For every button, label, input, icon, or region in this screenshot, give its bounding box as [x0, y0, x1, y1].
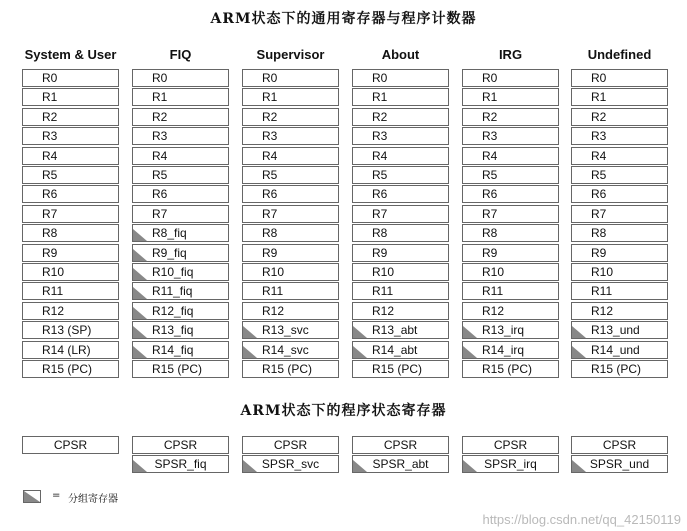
register-label: R10: [482, 265, 505, 279]
register-cell-supervisor: [242, 88, 339, 106]
register-cell-irg: [462, 108, 559, 126]
legend-banked-swatch: [23, 490, 41, 503]
register-cell-irg: [462, 224, 559, 242]
status-cell-irg: [462, 455, 559, 473]
status-cell-undefined: [571, 455, 668, 473]
register-cell-system-user: [22, 302, 119, 320]
register-label: R13_fiq: [152, 323, 194, 338]
register-cell-fiq: [132, 321, 229, 339]
register-label: R15 (PC): [591, 362, 642, 376]
register-cell-irg: [462, 321, 559, 339]
register-label: R1: [152, 90, 168, 105]
register-cell-fiq: [132, 127, 229, 145]
register-cell-undefined: [571, 69, 668, 87]
register-label: R0: [372, 71, 388, 85]
register-cell-system-user: [22, 205, 119, 223]
register-label: R7: [42, 206, 58, 221]
register-cell-supervisor: [242, 69, 339, 87]
register-cell-about: [352, 205, 449, 223]
mode-header-irg: IRG: [498, 47, 523, 62]
banked-triangle-icon: [572, 460, 586, 472]
register-cell-about: [352, 69, 449, 87]
status-label: CPSR: [273, 438, 308, 452]
banked-triangle-icon: [133, 346, 147, 358]
register-label: R2: [372, 109, 388, 124]
status-registers-title: ARM状态下的程序状态寄存器: [240, 403, 447, 419]
register-cell-supervisor: [242, 127, 339, 145]
register-cell-system-user: [22, 244, 119, 262]
register-cell-undefined: [571, 108, 668, 126]
register-label: R4: [262, 148, 278, 163]
register-cell-irg: [462, 205, 559, 223]
register-cell-fiq: [132, 185, 229, 203]
register-label: R3: [152, 129, 168, 144]
register-label: R12: [372, 303, 395, 318]
register-cell-about: [352, 224, 449, 242]
register-cell-system-user: [22, 341, 119, 359]
register-label: R11_fiq: [152, 284, 193, 299]
register-label: R9: [372, 245, 388, 260]
register-cell-fiq: [132, 263, 229, 281]
register-cell-irg: [462, 302, 559, 320]
status-cell-about: [352, 436, 449, 454]
register-cell-system-user: [22, 127, 119, 145]
status-cell-irg: [462, 436, 559, 454]
status-label: SPSR_fiq: [154, 457, 207, 471]
register-cell-undefined: [571, 205, 668, 223]
register-cell-supervisor: [242, 321, 339, 339]
register-label: R3: [42, 129, 58, 144]
register-label: R15 (PC): [42, 362, 93, 376]
register-cell-undefined: [571, 302, 668, 320]
register-label: R0: [262, 71, 278, 85]
status-cell-undefined: [571, 436, 668, 454]
register-label: R4: [482, 148, 498, 163]
register-cell-fiq: [132, 341, 229, 359]
register-label: R9_fiq: [152, 245, 187, 260]
banked-triangle-icon: [353, 326, 367, 338]
banked-triangle-icon: [133, 268, 147, 280]
register-label: R2: [152, 109, 168, 124]
register-cell-irg: [462, 127, 559, 145]
register-cell-supervisor: [242, 185, 339, 203]
banked-triangle-icon: [24, 491, 40, 502]
banked-triangle-icon: [133, 460, 147, 472]
register-cell-system-user: [22, 147, 119, 165]
register-cell-about: [352, 263, 449, 281]
status-label: CPSR: [163, 438, 198, 452]
register-cell-irg: [462, 88, 559, 106]
register-label: R11: [42, 284, 64, 299]
register-label: R14_svc: [262, 342, 309, 357]
register-cell-undefined: [571, 88, 668, 106]
register-label: R0: [591, 71, 607, 85]
register-label: R8: [372, 226, 388, 241]
register-cell-system-user: [22, 108, 119, 126]
register-cell-system-user: [22, 185, 119, 203]
banked-triangle-icon: [463, 346, 477, 358]
banked-triangle-icon: [133, 326, 147, 338]
register-cell-fiq: [132, 108, 229, 126]
register-label: R13_und: [591, 323, 640, 338]
banked-triangle-icon: [243, 346, 257, 358]
register-label: R4: [152, 148, 168, 163]
register-cell-fiq: [132, 88, 229, 106]
register-cell-about: [352, 88, 449, 106]
register-label: R10: [372, 265, 395, 279]
register-label: R4: [591, 148, 607, 163]
register-label: R0: [152, 71, 168, 85]
register-label: R12: [591, 303, 614, 318]
mode-header-system-user: System & User: [24, 47, 117, 62]
register-label: R10: [42, 265, 65, 279]
register-cell-about: [352, 185, 449, 203]
register-label: R6: [372, 187, 388, 202]
register-label: R0: [482, 71, 498, 85]
register-cell-undefined: [571, 224, 668, 242]
register-label: R3: [372, 129, 388, 144]
register-label: R11: [482, 284, 504, 299]
register-cell-undefined: [571, 147, 668, 165]
register-cell-fiq: [132, 244, 229, 262]
register-cell-about: [352, 341, 449, 359]
register-label: R11: [591, 284, 613, 299]
register-label: R5: [262, 168, 278, 182]
status-label: CPSR: [493, 438, 528, 452]
register-label: R11: [262, 284, 284, 299]
register-cell-fiq: [132, 224, 229, 242]
banked-triangle-icon: [133, 229, 147, 241]
register-cell-irg: [462, 341, 559, 359]
register-label: R9: [482, 245, 498, 260]
status-cell-fiq: [132, 455, 229, 473]
register-cell-fiq: [132, 69, 229, 87]
register-cell-about: [352, 166, 449, 184]
status-cell-system-user: [22, 436, 119, 454]
register-label: R4: [372, 148, 388, 163]
register-cell-undefined: [571, 185, 668, 203]
register-cell-undefined: [571, 263, 668, 281]
register-label: R2: [591, 109, 607, 124]
register-label: R14 (LR): [42, 342, 91, 357]
register-label: R6: [152, 187, 168, 202]
register-label: R4: [42, 148, 58, 163]
register-cell-undefined: [571, 321, 668, 339]
register-label: R3: [591, 129, 607, 144]
legend-equals: =: [52, 490, 61, 501]
register-cell-irg: [462, 166, 559, 184]
register-cell-about: [352, 244, 449, 262]
register-cell-system-user: [22, 321, 119, 339]
status-cell-supervisor: [242, 436, 339, 454]
register-label: R7: [262, 206, 278, 221]
register-cell-fiq: [132, 360, 229, 378]
banked-triangle-icon: [133, 287, 147, 299]
register-label: R14_fiq: [152, 342, 194, 357]
register-cell-supervisor: [242, 166, 339, 184]
register-cell-about: [352, 127, 449, 145]
register-cell-undefined: [571, 341, 668, 359]
register-label: R7: [482, 206, 498, 221]
status-cell-about: [352, 455, 449, 473]
register-label: R1: [262, 90, 278, 105]
register-cell-about: [352, 360, 449, 378]
register-label: R6: [42, 187, 58, 202]
register-cell-supervisor: [242, 341, 339, 359]
register-label: R13_svc: [262, 323, 309, 338]
register-label: R12_fiq: [152, 303, 194, 318]
register-label: R8_fiq: [152, 226, 187, 241]
register-cell-about: [352, 108, 449, 126]
register-cell-system-user: [22, 88, 119, 106]
register-label: R8: [42, 226, 58, 241]
status-label: SPSR_abt: [372, 457, 429, 471]
register-label: R10_fiq: [152, 265, 194, 279]
register-label: R2: [42, 109, 58, 124]
banked-triangle-icon: [133, 307, 147, 319]
register-label: R14_abt: [372, 342, 418, 357]
register-cell-fiq: [132, 302, 229, 320]
register-cell-undefined: [571, 166, 668, 184]
register-label: R14_irq: [482, 342, 525, 357]
register-label: R6: [482, 187, 498, 202]
status-cell-supervisor: [242, 455, 339, 473]
register-label: R8: [591, 226, 607, 241]
status-label: SPSR_irq: [484, 457, 537, 471]
register-cell-undefined: [571, 244, 668, 262]
register-label: R10: [262, 265, 285, 279]
register-cell-irg: [462, 69, 559, 87]
register-cell-irg: [462, 282, 559, 300]
register-label: R5: [42, 168, 58, 182]
status-label: CPSR: [383, 438, 418, 452]
mode-header-about: About: [381, 47, 420, 62]
register-label: R9: [591, 245, 607, 260]
register-cell-system-user: [22, 360, 119, 378]
register-label: R12: [42, 303, 65, 318]
register-cell-system-user: [22, 282, 119, 300]
register-label: R1: [372, 90, 388, 105]
register-cell-irg: [462, 185, 559, 203]
register-cell-irg: [462, 244, 559, 262]
status-cell-fiq: [132, 436, 229, 454]
register-label: R3: [262, 129, 278, 144]
register-cell-irg: [462, 360, 559, 378]
banked-triangle-icon: [463, 326, 477, 338]
register-cell-undefined: [571, 282, 668, 300]
register-label: R15 (PC): [262, 362, 313, 376]
register-label: R12: [482, 303, 505, 318]
banked-triangle-icon: [243, 326, 257, 338]
register-label: R13_irq: [482, 323, 525, 338]
register-label: R13 (SP): [42, 323, 92, 338]
banked-triangle-icon: [463, 460, 477, 472]
register-cell-undefined: [571, 127, 668, 145]
register-cell-supervisor: [242, 108, 339, 126]
watermark: https://blog.csdn.net/qq_42150119: [482, 512, 681, 527]
mode-header-fiq: FIQ: [169, 47, 192, 62]
register-label: R7: [372, 206, 388, 221]
register-label: R3: [482, 129, 498, 144]
register-cell-supervisor: [242, 360, 339, 378]
register-cell-undefined: [571, 360, 668, 378]
register-cell-system-user: [22, 69, 119, 87]
register-cell-about: [352, 282, 449, 300]
register-cell-about: [352, 321, 449, 339]
status-label: SPSR_und: [589, 457, 650, 471]
register-label: R1: [42, 90, 58, 105]
banked-triangle-icon: [572, 326, 586, 338]
banked-triangle-icon: [572, 346, 586, 358]
register-label: R12: [262, 303, 285, 318]
register-cell-fiq: [132, 205, 229, 223]
register-cell-irg: [462, 263, 559, 281]
registers-title: ARM状态下的通用寄存器与程序计数器: [210, 11, 477, 27]
register-label: R0: [42, 71, 58, 85]
status-label: CPSR: [53, 438, 88, 452]
banked-triangle-icon: [243, 460, 257, 472]
register-cell-system-user: [22, 224, 119, 242]
register-label: R2: [262, 109, 278, 124]
register-label: R14_und: [591, 342, 640, 357]
register-label: R5: [372, 168, 388, 182]
register-cell-supervisor: [242, 244, 339, 262]
register-label: R11: [372, 284, 394, 299]
banked-triangle-icon: [133, 249, 147, 261]
register-label: R1: [591, 90, 607, 105]
register-cell-system-user: [22, 263, 119, 281]
register-cell-fiq: [132, 166, 229, 184]
register-label: R7: [591, 206, 607, 221]
register-label: R2: [482, 109, 498, 124]
register-cell-supervisor: [242, 147, 339, 165]
register-cell-system-user: [22, 166, 119, 184]
register-cell-supervisor: [242, 205, 339, 223]
mode-header-supervisor: Supervisor: [256, 47, 325, 62]
register-label: R9: [262, 245, 278, 260]
legend-label: 分组寄存器: [68, 494, 118, 505]
banked-triangle-icon: [353, 346, 367, 358]
register-label: R8: [262, 226, 278, 241]
status-label: CPSR: [602, 438, 637, 452]
register-label: R15 (PC): [482, 362, 533, 376]
status-label: SPSR_svc: [261, 457, 320, 471]
register-label: R6: [262, 187, 278, 202]
register-cell-fiq: [132, 147, 229, 165]
register-label: R5: [152, 168, 168, 182]
register-label: R7: [152, 206, 168, 221]
register-label: R15 (PC): [372, 362, 423, 376]
register-label: R5: [591, 168, 607, 182]
register-label: R8: [482, 226, 498, 241]
register-cell-supervisor: [242, 282, 339, 300]
register-label: R15 (PC): [152, 362, 203, 376]
register-label: R9: [42, 245, 58, 260]
register-label: R5: [482, 168, 498, 182]
register-cell-irg: [462, 147, 559, 165]
register-cell-fiq: [132, 282, 229, 300]
register-label: R13_abt: [372, 323, 418, 338]
register-cell-supervisor: [242, 263, 339, 281]
register-label: R10: [591, 265, 614, 279]
banked-triangle-icon: [353, 460, 367, 472]
register-cell-about: [352, 302, 449, 320]
register-label: R6: [591, 187, 607, 202]
register-cell-supervisor: [242, 302, 339, 320]
mode-header-undefined: Undefined: [587, 47, 652, 62]
register-label: R1: [482, 90, 498, 105]
register-cell-about: [352, 147, 449, 165]
register-cell-supervisor: [242, 224, 339, 242]
